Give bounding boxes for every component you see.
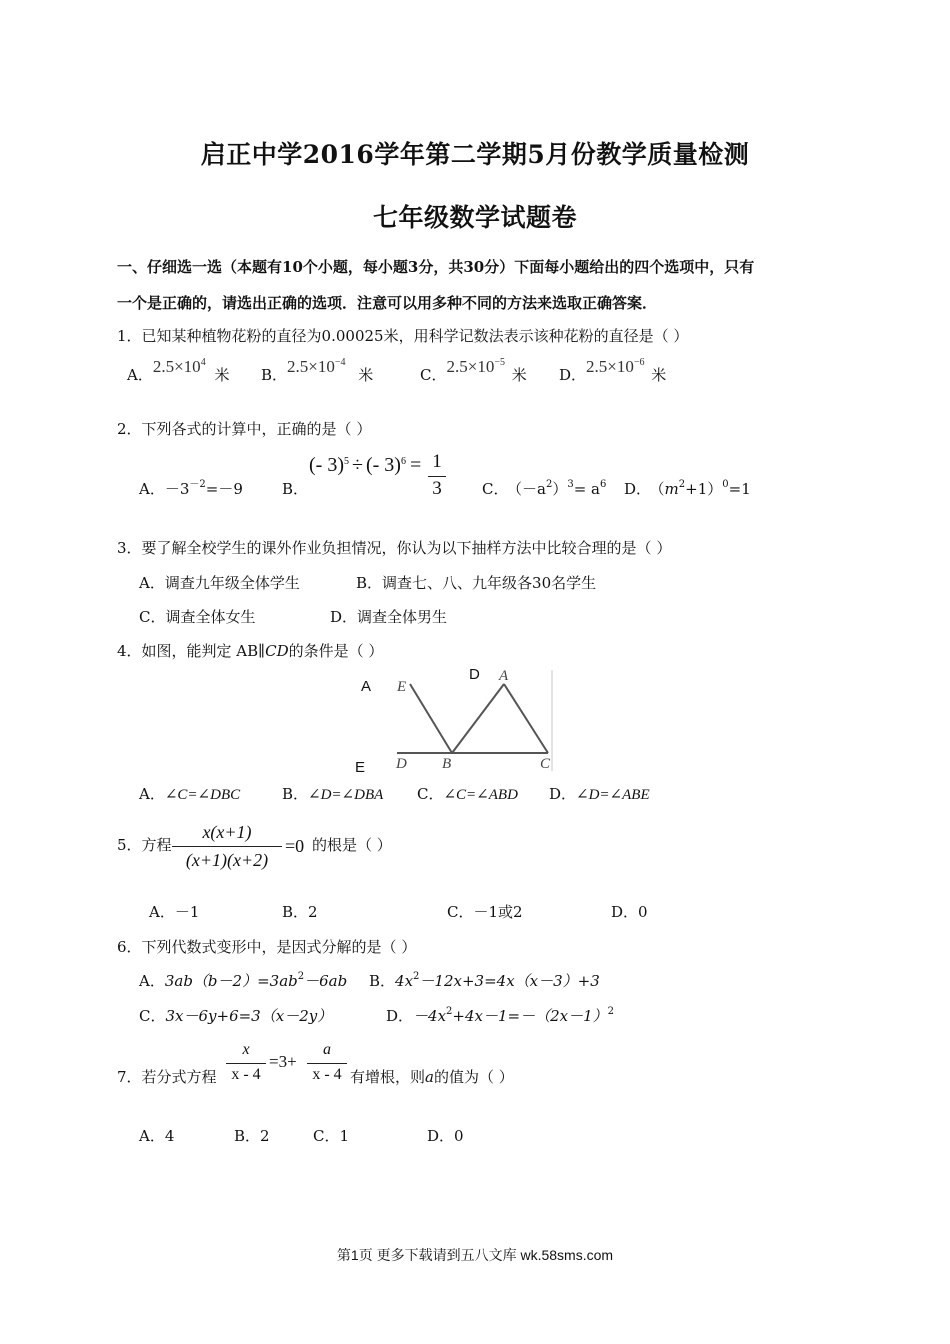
q1-opt-c-exp: −5 bbox=[494, 357, 505, 368]
q2-opt-c bbox=[482, 478, 606, 499]
q3-opt-c: C．调查全体女生 bbox=[139, 608, 256, 626]
q2-opt-b-base2: (- 3) bbox=[365, 454, 401, 476]
q6-opt-b-label: B． bbox=[369, 972, 396, 990]
q1-opt-d-exp: −6 bbox=[633, 357, 645, 368]
q4-opt-d-math: ∠D=∠ABE bbox=[576, 787, 650, 803]
q6-opt-b-text: 4x bbox=[395, 972, 414, 990]
q1-opt-c-unit: 米 bbox=[511, 366, 527, 384]
q4-stem-parallel: ∥ bbox=[258, 642, 266, 660]
q5-fraction-bar bbox=[172, 846, 282, 847]
q2-opt-d-mid: +1） bbox=[685, 480, 723, 498]
q7-opt-c: C．1 bbox=[313, 1127, 350, 1145]
q2-opt-c-exp2: 3 bbox=[567, 479, 574, 490]
q6-opt-a-exp: 2 bbox=[297, 971, 305, 982]
q1-opt-c-label: C． bbox=[420, 366, 447, 384]
q7-middle: =3+ bbox=[269, 1052, 297, 1071]
q2-opt-c-pre: （－a bbox=[514, 480, 546, 498]
q7-stem-post bbox=[350, 1066, 514, 1087]
q7-stem-post-tail: 的值为（ ） bbox=[433, 1068, 514, 1086]
q2-opt-b-div: ÷ bbox=[351, 454, 363, 476]
q7-numerator-2: a bbox=[323, 1041, 331, 1058]
q4-opt-c-label: C． bbox=[417, 785, 444, 803]
q5-opt-c: C．－1或2 bbox=[447, 903, 523, 921]
q6-opt-a bbox=[139, 970, 347, 991]
q2-opt-b-den: 3 bbox=[432, 478, 442, 499]
q4-stem-pre: 4．如图，能判定 AB bbox=[117, 642, 259, 660]
q4-point-e: E bbox=[397, 679, 407, 695]
q1-opt-d-base: 2.5×10 bbox=[586, 357, 634, 376]
q4-opt-a-math: ∠C=∠DBC bbox=[164, 787, 241, 803]
q7-fraction-bar-2 bbox=[307, 1063, 347, 1064]
q2-opt-d bbox=[624, 478, 751, 499]
q4-geometry-figure bbox=[392, 668, 557, 773]
q2-opt-c-mid: ） bbox=[552, 480, 568, 498]
q4-opt-b-math: ∠D=∠DBA bbox=[308, 787, 384, 803]
q1-opt-b-unit: 米 bbox=[358, 366, 374, 384]
q7-fraction-bar-1 bbox=[226, 1063, 266, 1064]
q2-opt-b-exp1: 5 bbox=[343, 456, 349, 467]
q1-opt-a-unit: 米 bbox=[214, 366, 230, 384]
q6-opt-a-label: A． bbox=[139, 972, 165, 990]
q6-opt-a-text: 3ab（b－2）=3ab bbox=[164, 972, 298, 990]
q3-opt-a: A．调查九年级全体学生 bbox=[139, 574, 300, 592]
q4-opt-b bbox=[282, 783, 383, 804]
q4-opt-a bbox=[139, 783, 240, 804]
q1-opt-d-unit: 米 bbox=[651, 366, 667, 384]
q6-opt-a-tail: －6ab bbox=[304, 972, 348, 990]
q4-fig-outer-d: D bbox=[469, 666, 480, 683]
q2-opt-c-exp3: 6 bbox=[599, 479, 607, 490]
q6-opt-d bbox=[386, 1005, 614, 1026]
q7-numerator-1: x bbox=[242, 1041, 250, 1058]
q3-stem: 3．要了解全校学生的课外作业负担情况，你认为以下抽样方法中比较合理的是（ ） bbox=[117, 539, 672, 557]
q2-opt-b-exp2: 6 bbox=[400, 456, 406, 467]
q4-opt-c-math: ∠C=∠ABD bbox=[443, 787, 518, 803]
q7-denominator-1: x - 4 bbox=[231, 1066, 261, 1083]
q5-opt-a: A．－1 bbox=[149, 903, 200, 921]
q2-opt-d-tail: =1 bbox=[728, 480, 751, 498]
q1-opt-c-base: 2.5×10 bbox=[446, 357, 495, 376]
q1-opt-a-exp: 4 bbox=[200, 357, 206, 368]
q5-stem-post: 的根是（ ） bbox=[312, 836, 392, 854]
q5-opt-d: D．0 bbox=[611, 903, 648, 921]
q7-stem-post-pre: 有增根，则 bbox=[350, 1068, 426, 1086]
q2-opt-b-num: 1 bbox=[432, 451, 442, 472]
q4-opt-d-label: D． bbox=[549, 785, 577, 803]
q1-options bbox=[127, 357, 230, 385]
q7-opt-a: A．4 bbox=[139, 1127, 175, 1145]
q2-opt-d-m: m bbox=[664, 480, 679, 498]
q2-opt-b-eq: = bbox=[409, 454, 422, 476]
q2-opt-a-exp: －2 bbox=[189, 479, 206, 490]
q6-opt-b-tail: －12x+3=4x（x－3）+3 bbox=[419, 972, 600, 990]
q1-opt-a-label: A． bbox=[127, 366, 153, 384]
q2-opt-d-pre: （ bbox=[657, 480, 665, 498]
q2-opt-c-label: C． bbox=[482, 480, 509, 498]
q6-opt-d-exp: 2 bbox=[446, 1006, 453, 1017]
q4-point-a: A bbox=[499, 668, 509, 684]
q6-opt-b bbox=[369, 970, 600, 991]
q2-stem: 2．下列各式的计算中，正确的是（ ） bbox=[117, 420, 372, 438]
q3-opt-b: B．调查七、八、九年级各30名学生 bbox=[356, 574, 597, 592]
q2-opt-d-exp1: 2 bbox=[678, 479, 686, 490]
q1-opt-b-label: B． bbox=[261, 366, 288, 384]
q7-denominator-2: x - 4 bbox=[312, 1066, 342, 1083]
section-instructions-line1: 一、仔细选一选（本题有10个小题，每小题3分，共30分）下面每小题给出的四个选项中，只有 bbox=[117, 258, 755, 276]
q1-opt-a-base: 2.5×10 bbox=[152, 357, 201, 376]
q7-opt-b: B．2 bbox=[234, 1127, 270, 1145]
q2-opt-c-tail: = a bbox=[573, 480, 600, 498]
q6-opt-d-label: D． bbox=[386, 1007, 414, 1025]
q7-opt-d: D．0 bbox=[427, 1127, 464, 1145]
q6-opt-d-mid: +4x－1=－（2x－1） bbox=[452, 1007, 608, 1025]
q6-opt-c-text: 3x－6y+6=3（x－2y） bbox=[165, 1007, 333, 1025]
q7-stem-pre: 7．若分式方程 bbox=[117, 1068, 217, 1086]
q7-stem-a: a bbox=[425, 1068, 434, 1086]
q4-opt-b-label: B． bbox=[282, 785, 309, 803]
q4-stem-cd: CD bbox=[265, 642, 289, 660]
q6-opt-d-exp2: 2 bbox=[607, 1006, 615, 1017]
q4-line-eb bbox=[410, 684, 452, 753]
q5-opt-b: B．2 bbox=[282, 903, 318, 921]
q1-opt-b-base: 2.5×10 bbox=[287, 357, 335, 376]
q4-point-b: B bbox=[442, 756, 452, 772]
q1-opt-d bbox=[559, 357, 667, 385]
page-footer: 第1页 更多下载请到五八文库 wk.58sms.com bbox=[336, 1247, 614, 1263]
q6-opt-c bbox=[139, 1005, 332, 1026]
q4-opt-d bbox=[549, 783, 650, 804]
q2-opt-b-expr bbox=[309, 454, 421, 477]
page-title: 启正中学2016学年第二学期5月份教学质量检测 bbox=[200, 140, 750, 169]
page-subtitle: 七年级数学试题卷 bbox=[372, 203, 577, 232]
q4-point-d: D bbox=[396, 756, 407, 772]
q6-opt-c-label: C． bbox=[139, 1007, 166, 1025]
q1-opt-b-exp: −4 bbox=[334, 357, 346, 368]
q5-denominator: (x+1)(x+2) bbox=[185, 850, 269, 870]
q2-opt-b-base1: (- 3) bbox=[309, 454, 344, 476]
q5-stem-pre: 5．方程 bbox=[117, 836, 172, 854]
q2-opt-b-label: B． bbox=[282, 480, 309, 498]
q4-opt-a-label: A． bbox=[139, 785, 165, 803]
q6-opt-d-text: －4x bbox=[413, 1007, 447, 1025]
q4-stem bbox=[117, 640, 383, 661]
q4-opt-c bbox=[417, 783, 518, 804]
q4-line-ac bbox=[504, 684, 548, 753]
q1-opt-c bbox=[420, 357, 527, 385]
q4-point-c: C bbox=[540, 756, 551, 772]
q2-opt-c-exp1: 2 bbox=[545, 479, 553, 490]
section-instructions-line2: 一个是正确的，请选出正确的选项．注意可以用多种不同的方法来选取正确答案． bbox=[117, 294, 658, 312]
q1-opt-d-label: D． bbox=[559, 366, 587, 384]
q2-opt-a bbox=[139, 478, 243, 499]
q3-opt-d: D．调查全体男生 bbox=[330, 608, 448, 626]
q1-stem: 1．已知某种植物花粉的直径为0.00025米，用科学记数法表示该种花粉的直径是（ ） bbox=[117, 327, 689, 345]
q2-opt-d-exp2: 0 bbox=[722, 479, 729, 490]
q5-equals-zero: =0 bbox=[285, 836, 305, 856]
q6-stem: 6．下列代数式变形中，是因式分解的是（ ） bbox=[117, 938, 417, 956]
q2-opt-a-tail: =－9 bbox=[205, 480, 243, 498]
q2-opt-a-text: A．－3 bbox=[139, 480, 190, 498]
q4-stem-post: 的条件是（ ） bbox=[288, 642, 384, 660]
q1-opt-b bbox=[261, 357, 374, 385]
q2-opt-d-label: D． bbox=[624, 480, 652, 498]
q2-opt-b-fraction-bar bbox=[428, 476, 446, 477]
q5-numerator: x(x+1) bbox=[202, 822, 252, 842]
q4-line-ba bbox=[452, 684, 504, 753]
q6-opt-b-exp: 2 bbox=[413, 971, 420, 982]
q4-fig-outer-a: A bbox=[361, 678, 372, 695]
q4-fig-outer-e: E bbox=[355, 759, 366, 776]
